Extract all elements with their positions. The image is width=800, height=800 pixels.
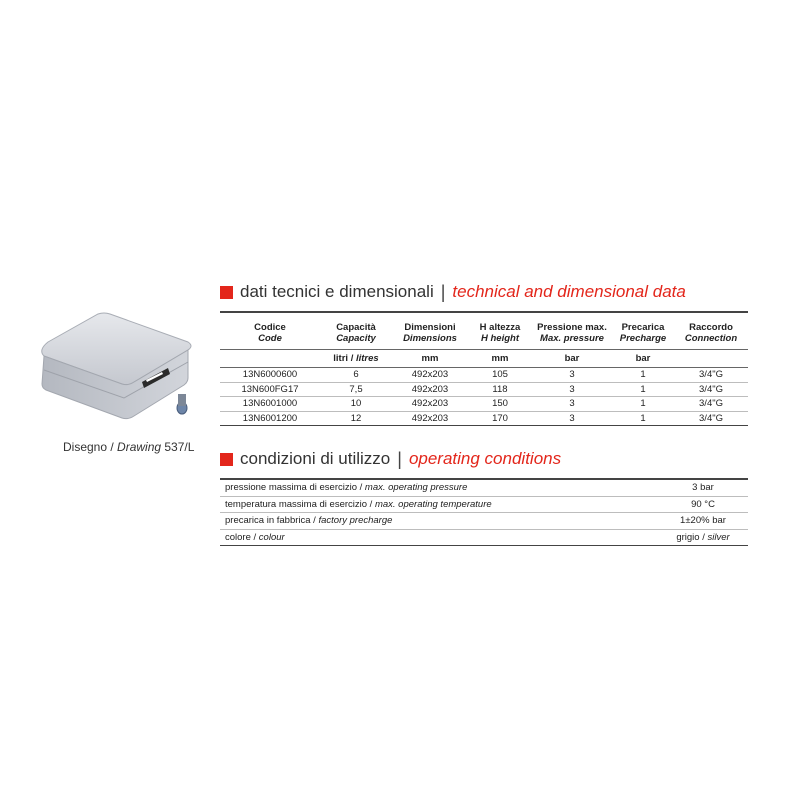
table-row: [220, 382, 748, 397]
cell-height: 170: [468, 411, 532, 426]
red-square-icon: [220, 286, 233, 299]
cell-precharge: 1: [612, 368, 674, 383]
unit-height: mm: [468, 350, 532, 368]
cell-code: 13N6001200: [220, 411, 320, 426]
cell-code: 13N6000600: [220, 368, 320, 383]
operating-conditions-heading: condizioni di utilizzo | operating conditions: [220, 448, 561, 470]
table-row: [220, 397, 748, 412]
unit-precharge: bar: [612, 350, 674, 368]
cell-pressure: 3: [532, 397, 612, 412]
technical-data-heading: dati tecnici e dimensionali | technical and dimensional data: [220, 281, 686, 303]
cell-dimensions: 492x203: [392, 397, 468, 412]
condition-row-max-pressure: pressione massima di esercizio / max. operating pressure 3 bar: [220, 480, 748, 497]
cell-height: 105: [468, 368, 532, 383]
red-square-icon: [220, 453, 233, 466]
expansion-vessel-drawing: [38, 312, 196, 424]
cell-connection: 3/4"G: [674, 368, 748, 383]
col-header-code: Codice Code: [254, 322, 286, 344]
cell-pressure: 3: [532, 411, 612, 426]
cell-connection: 3/4"G: [674, 382, 748, 397]
condition-row-max-temperature: temperatura massima di esercizio / max. operating temperature 90 °C: [220, 497, 748, 514]
cell-code: 13N600FG17: [220, 382, 320, 397]
operating-conditions-table: [220, 478, 748, 546]
condition-row-factory-precharge: precarica in fabbrica / factory precharge 1±20% bar: [220, 513, 748, 530]
cell-height: 150: [468, 397, 532, 412]
cell-precharge: 1: [612, 397, 674, 412]
cell-capacity: 7,5: [320, 382, 392, 397]
cell-dimensions: 492x203: [392, 382, 468, 397]
cell-code: 13N6001000: [220, 397, 320, 412]
col-header-dimensions: Dimensioni Dimensions: [403, 322, 457, 344]
unit-dimensions: mm: [392, 350, 468, 368]
condition-row-colour: colore / colour grigio / silver: [220, 530, 748, 547]
col-header-capacity: Capacità Capacity: [336, 322, 376, 344]
cell-pressure: 3: [532, 382, 612, 397]
cell-height: 118: [468, 382, 532, 397]
units-row: [220, 350, 748, 368]
cell-dimensions: 492x203: [392, 411, 468, 426]
cell-pressure: 3: [532, 368, 612, 383]
cell-connection: 3/4"G: [674, 397, 748, 412]
table-row: [220, 411, 748, 426]
cell-capacity: 12: [320, 411, 392, 426]
col-header-connection: Raccordo Connection: [684, 322, 738, 344]
cell-precharge: 1: [612, 382, 674, 397]
col-header-max-pressure: Pressione max. Max. pressure: [537, 322, 607, 344]
cell-capacity: 10: [320, 397, 392, 412]
table-row: [220, 368, 748, 383]
unit-capacity: litri / litres: [320, 350, 392, 368]
cell-capacity: 6: [320, 368, 392, 383]
unit-pressure: bar: [532, 350, 612, 368]
col-header-height: H altezza H height: [479, 322, 521, 344]
technical-data-table: [220, 311, 748, 426]
col-header-precharge: Precarica Precharge: [619, 322, 667, 344]
cell-connection: 3/4"G: [674, 411, 748, 426]
table-header-row: [220, 313, 748, 350]
cell-precharge: 1: [612, 411, 674, 426]
drawing-caption: Disegno / Drawing 537/L: [63, 440, 195, 454]
cell-dimensions: 492x203: [392, 368, 468, 383]
